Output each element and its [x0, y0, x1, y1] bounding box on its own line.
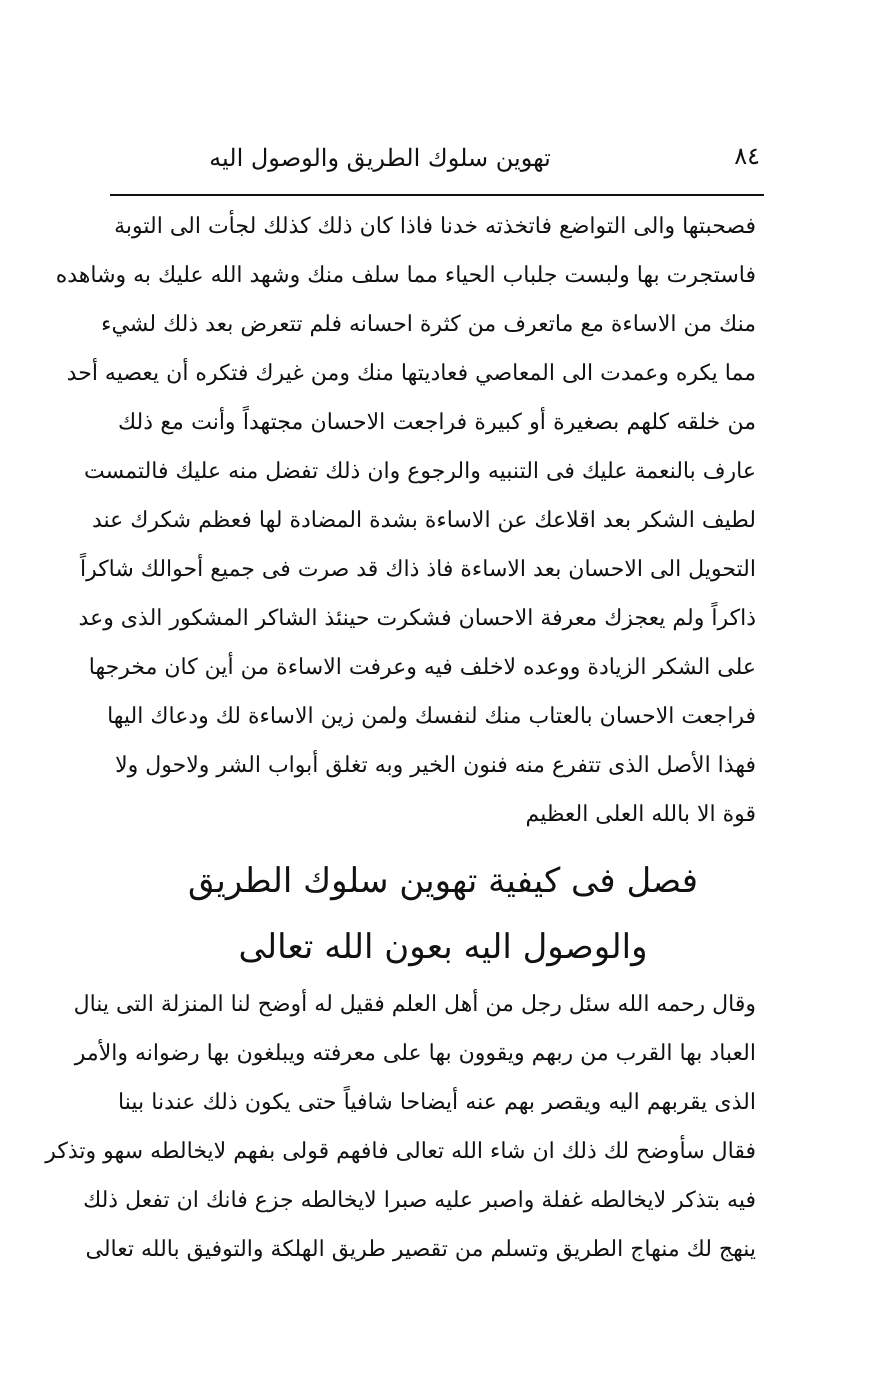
text-line: لطيف الشكر بعد اقلاعك عن الاساءة بشدة المضادة لها فعظم شكرك عند	[91, 508, 756, 533]
section-heading-line-1: فصل فى كيفية تهوين سلوك الطريق	[188, 861, 698, 901]
text-line: وقال رحمه الله سئل رجل من أهل العلم فقيل له أوضح لنا المنزلة التى ينال	[73, 992, 756, 1017]
text-line: التحويل الى الاحسان بعد الاساءة فاذ ذاك قد صرت فى جميع أحوالك شاكراً	[79, 557, 756, 582]
paragraph-1	[55, 202, 756, 839]
text-line: قوة الا بالله العلى العظيم	[525, 802, 756, 827]
section-heading-line-2: والوصول اليه بعون الله تعالى	[238, 927, 648, 967]
text-line: العباد بها القرب من ربهم ويقوون بها على معرفته ويبلغون بها رضوانه والأمر	[74, 1041, 756, 1066]
text-line: الذى يقربهم اليه ويقصر بهم عنه أيضاحا شافياً حتى يكون ذلك عندنا بينا	[118, 1090, 756, 1115]
running-title: تهوين سلوك الطريق والوصول اليه	[209, 144, 551, 172]
text-line: من خلقه كلهم بصغيرة أو كبيرة فراجعت الاحسان مجتهداً وأنت مع ذلك	[118, 410, 756, 435]
text-line: منك من الاساءة مع ماتعرف من كثرة احسانه فلم تتعرض بعد ذلك لشيء	[101, 312, 756, 337]
text-line: فراجعت الاحسان بالعتاب منك لنفسك ولمن زين الاساءة لك ودعاك اليها	[107, 704, 756, 729]
text-line: فاستجرت بها ولبست جلباب الحياء مما سلف منك وشهد الله عليك به وشاهده	[55, 263, 756, 288]
header-rule	[110, 194, 764, 196]
page-header	[110, 140, 760, 192]
text-line: عارف بالنعمة عليك فى التنبيه والرجوع وان ذلك تفضل منه عليك فالتمست	[84, 459, 756, 484]
text-line: ذاكراً ولم يعجزك معرفة الاحسان فشكرت حينئذ الشاكر المشكور الذى وعد	[78, 606, 756, 631]
text-line: فهذا الأصل الذى تتفرع منه فنون الخير وبه تغلق أبواب الشر ولاحول ولا	[115, 753, 756, 778]
text-line: مما يكره وعمدت الى المعاصي فعاديتها منك ومن غيرك فتكره أن يعصيه أحد	[66, 361, 756, 386]
paragraph-2	[45, 980, 756, 1274]
text-line: فيه بتذكر لايخالطه غفلة واصبر عليه صبرا لايخالطه جزع فانك ان تفعل ذلك	[83, 1188, 756, 1213]
text-line: فصحبتها والى التواضع فاتخذته خدنا فاذا كان ذلك كذلك لجأت الى التوبة	[114, 214, 756, 239]
text-line: على الشكر الزيادة ووعده لاخلف فيه وعرفت الاساءة من أين كان مخرجها	[88, 655, 756, 680]
text-line: فقال سأوضح لك ذلك ان شاء الله تعالى فافهم قولى بفهم لايخالطه سهو وتذكر	[45, 1139, 756, 1164]
text-line: ينهج لك منهاج الطريق وتسلم من تقصير طريق الهلكة والتوفيق بالله تعالى	[85, 1237, 756, 1262]
page-number: ٨٤	[734, 142, 760, 170]
